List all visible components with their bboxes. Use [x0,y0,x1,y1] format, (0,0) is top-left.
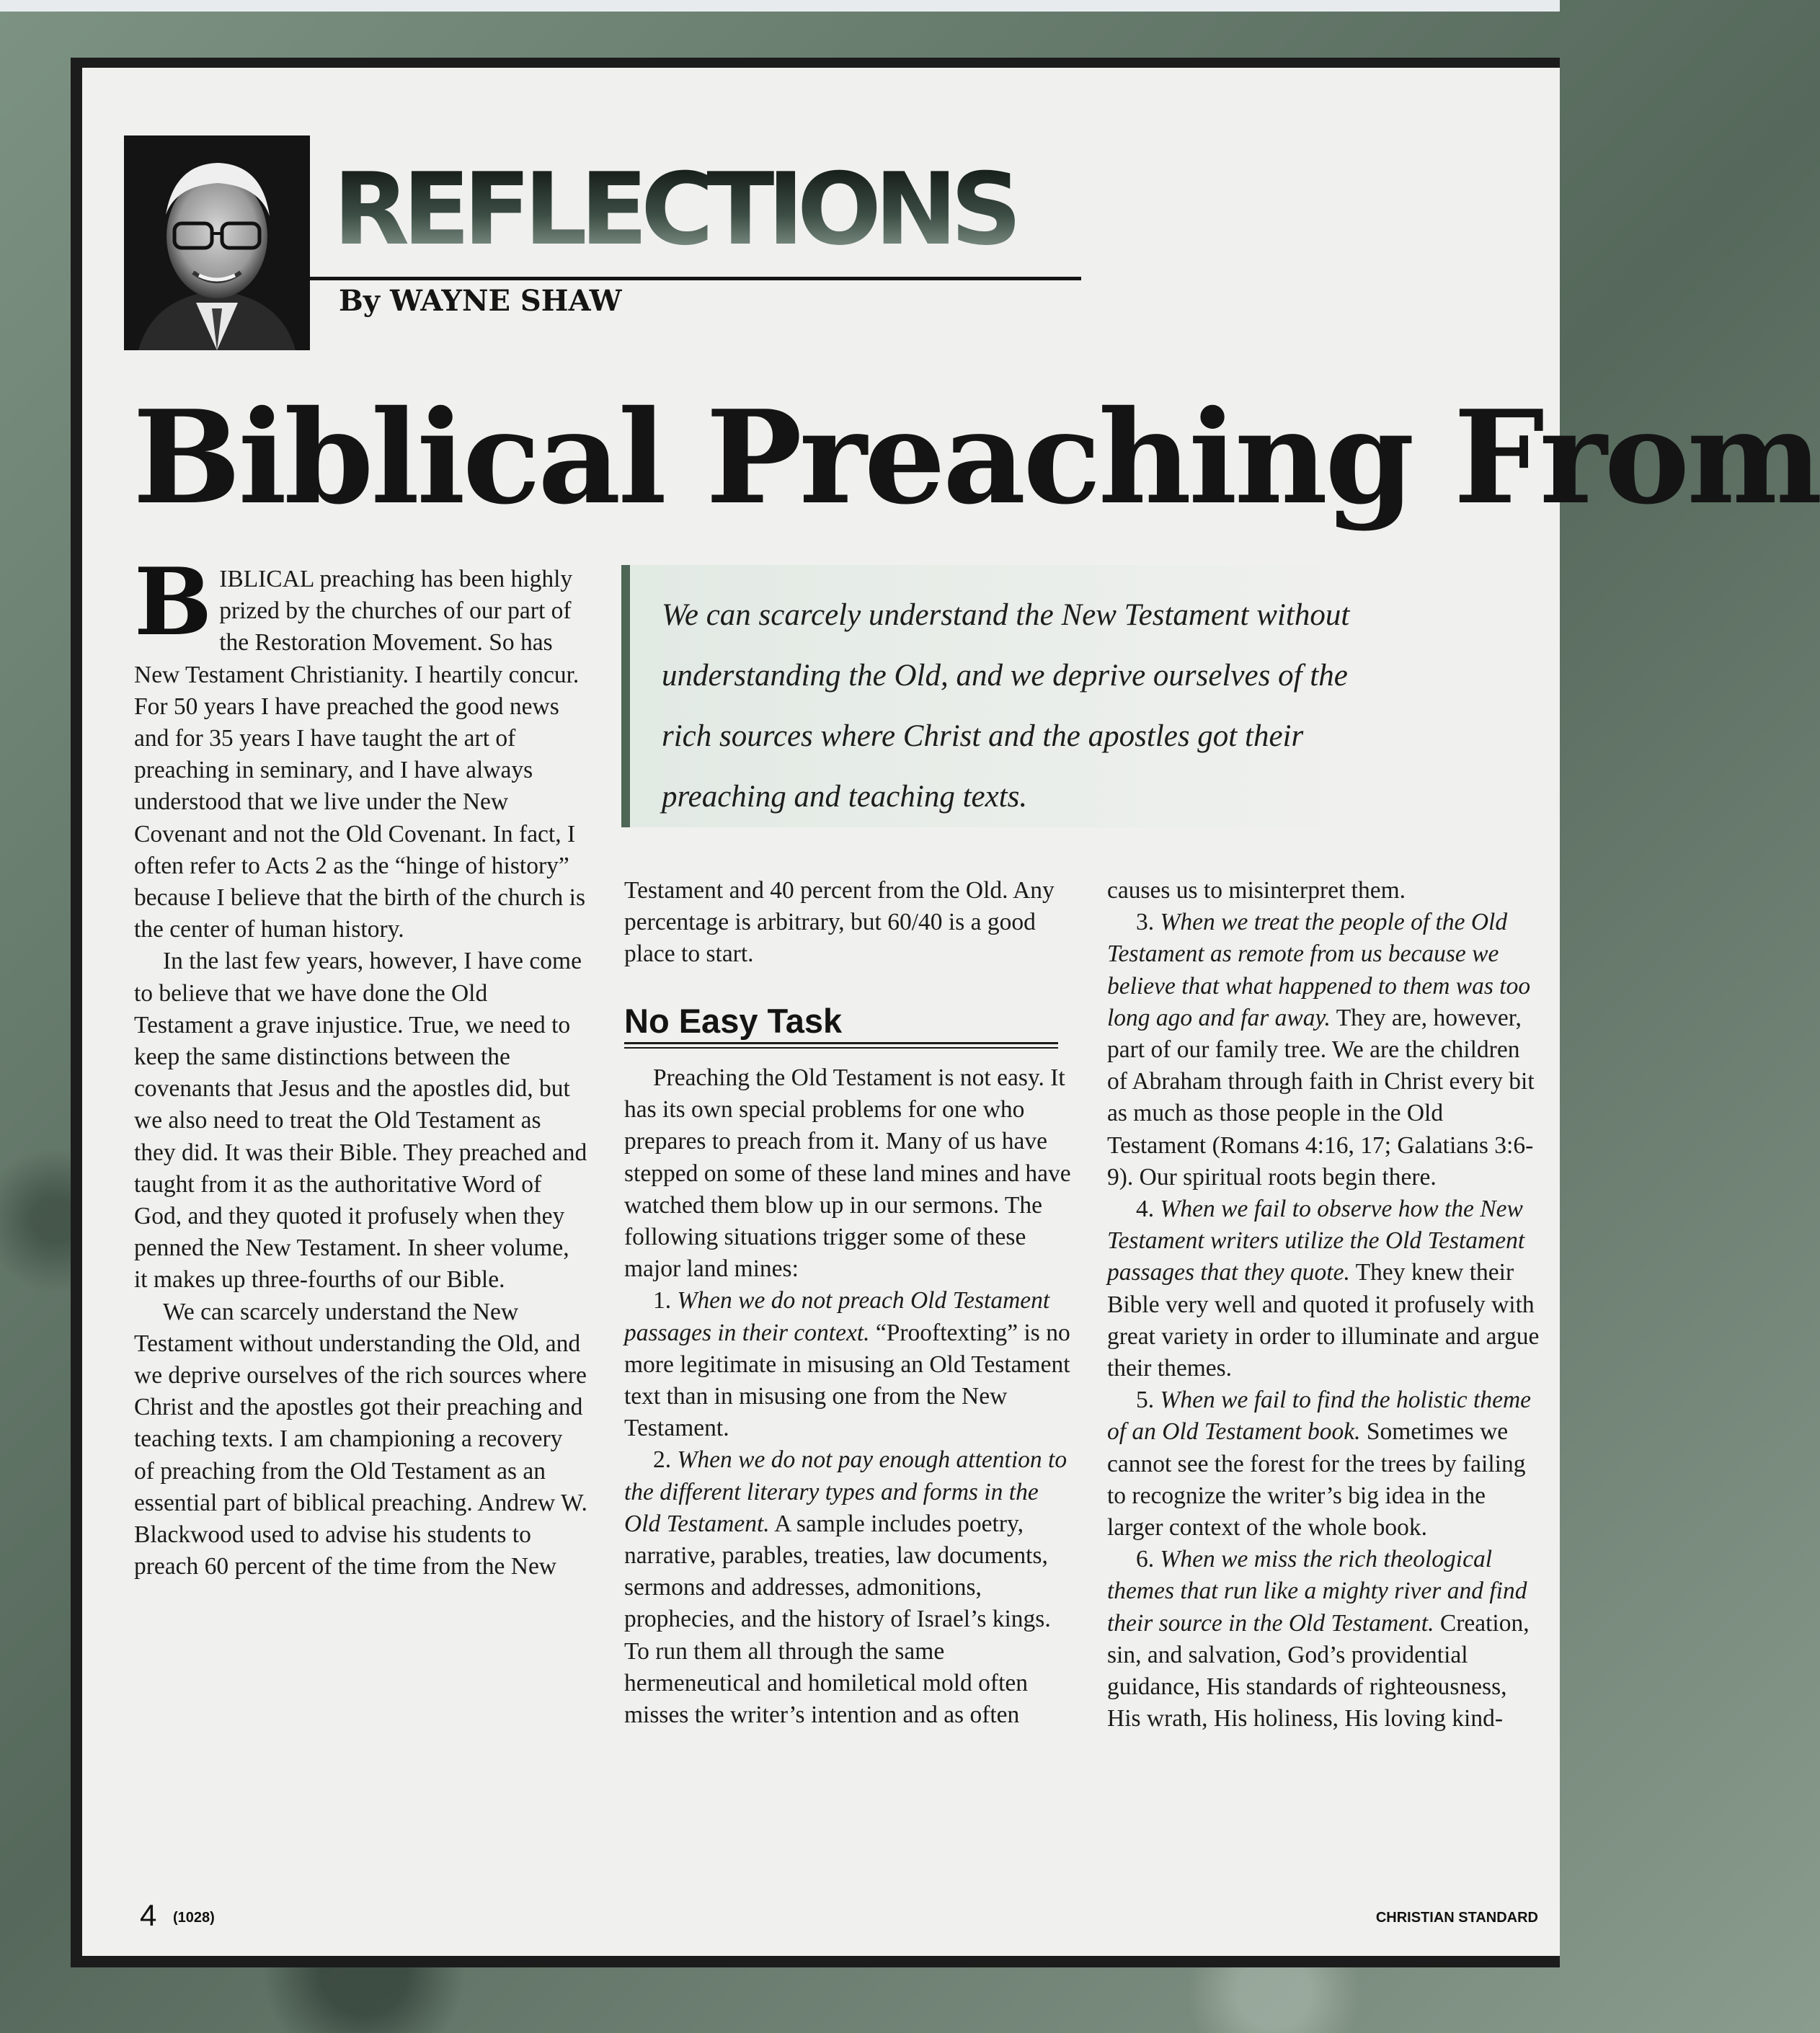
top-paper-edge [0,0,1560,12]
magazine-name: CHRISTIAN STANDARD [1375,1910,1538,1926]
list-item [1107,1544,1540,1735]
paragraph-text: IBLICAL preaching has been highly prized by the churches of our part of the Restoration Movement. So has New Testament Christianity. I heartily concur. For 50 years I have preached the good news and for 35 years I have taught the art of preaching in seminary, and I have always understood that we live under the New Covenant and not the Old Covenant. In fact, I often refer to Acts 2 as the “hinge of history” because I believe that the birth of the church is the center of human history. [134,566,586,943]
paragraph [134,548,588,946]
list-lead: When we fail to find the holistic theme of an Old Testament book. [1107,1387,1532,1446]
list-item [1107,1384,1540,1544]
paragraph: causes us to misinterpret them. [1107,877,1406,904]
list-text: They are, however, part of our family tree. We are the children of Abraham through faith in Christ every bit as much as those people in the Old Testament (Romans 4:16, 17; Galatians 3:6-9). Our spiritual roots begin there. [1107,1004,1535,1191]
list-lead: When we treat the people of the Old Testament as remote from us because we believe that what happened to them was too long ago and far away. [1107,909,1531,1031]
list-text: Creation, sin, and salvation, God’s providential guidance, His standards of righteousness, His wrath, His holiness, His loving kind- [1107,1609,1530,1732]
masthead-rule [310,277,1081,280]
list-item [624,1285,1078,1444]
list-number: 2. [653,1446,672,1474]
column-2-top [624,875,1078,971]
list-number: 5. [1136,1387,1155,1414]
list-number: 6. [1136,1546,1155,1573]
page-sheet [82,68,1820,1956]
list-number: 1. [653,1287,672,1314]
list-item [1107,907,1540,1193]
bleed-through-shadow [1149,147,1567,226]
list-lead: When we do not preach Old Testament passages in their context. [624,1287,1050,1346]
magazine-page [71,58,1820,1967]
section-subhead: No Easy Task [624,1000,1058,1044]
list-text: A sample includes poetry, narrative, parables, treaties, law documents, sermons and addresses, admonitions, prophecies, and the history of Israel’s kings. To run them all through the same hermeneutical and homiletical mold often misses the writer’s intention and as often [624,1510,1051,1729]
list-lead: When we do not pay enough attention to the different literary types and forms in the Old Testament. [624,1446,1067,1537]
list-text: “Prooftexting” is no more legitimate in misusing an Old Testament text than in misusing one from the New Testament. [624,1319,1070,1442]
pull-quote-text: We can scarcely understand the New Testament without understanding the Old, and we deprive ourselves of the rich sources where Christ and the apostles got their preaching and teaching texts. [662,598,1350,814]
list-text: Sometimes we cannot see the forest for the trees by failing to recognize the writer’s big idea in the larger context of the whole book. [1107,1418,1526,1542]
page-code: (1028) [173,1910,215,1926]
list-item [1107,1193,1540,1384]
column-1 [134,548,588,1583]
list-number: 4. [1136,1196,1155,1223]
paragraph: Testament and 40 percent from the Old. Any percentage is arbitrary, but 60/40 is a good place to start. [624,877,1055,968]
page-number: 4 [140,1898,157,1932]
author-portrait-image [124,135,310,350]
pull-quote [621,565,1351,827]
list-lead: When we fail to observe how the New Testament writers utilize the Old Testament passages that they quote. [1107,1196,1525,1286]
column-title: REFLECTIONS [333,151,1015,267]
list-text: They knew their Bible very well and quoted it profusely with great variety in order to illuminate and argue their themes. [1107,1259,1540,1382]
paragraph: Preaching the Old Testament is not easy. It has its own special problems for one who prepares to preach from it. Many of us have stepped on some of these land mines and have watched them blow up in our sermons. The following situations trigger some of these major land mines: [624,1064,1071,1283]
drop-cap: B [134,548,213,657]
paragraph: In the last few years, however, I have come to believe that we have done the Old Testament a grave injustice. True, we need to keep the same distinctions between the covenants that Jesus and the apostles did, but we also need to treat the Old Testament as they did. It was their Bible. They preached and taught from it as the authoritative Word of God, and they quoted it profusely when they penned the New Testament. In sheer volume, it makes up three-fourths of our Bible. [134,948,587,1294]
author-photo [124,135,310,350]
list-item [624,1444,1078,1731]
list-number: 3. [1136,909,1155,936]
paragraph: We can scarcely understand the New Testament without understanding the Old, and we deprive ourselves of the rich sources where Christ and the apostles got their preaching and teaching texts. I am championing a recovery of preaching from the Old Testament as an essential part of biblical preaching. Andrew W. Blackwood used to advise his students to preach 60 percent of the time from the New [134,1298,587,1580]
article-headline: Biblical Preaching From [133,382,1820,533]
column-3 [1107,875,1540,1735]
byline: By WAYNE SHAW [339,284,622,318]
column-2 [624,1062,1078,1731]
list-lead: When we miss the rich theological themes that run like a mighty river and find their source in the Old Testament. [1107,1546,1527,1637]
